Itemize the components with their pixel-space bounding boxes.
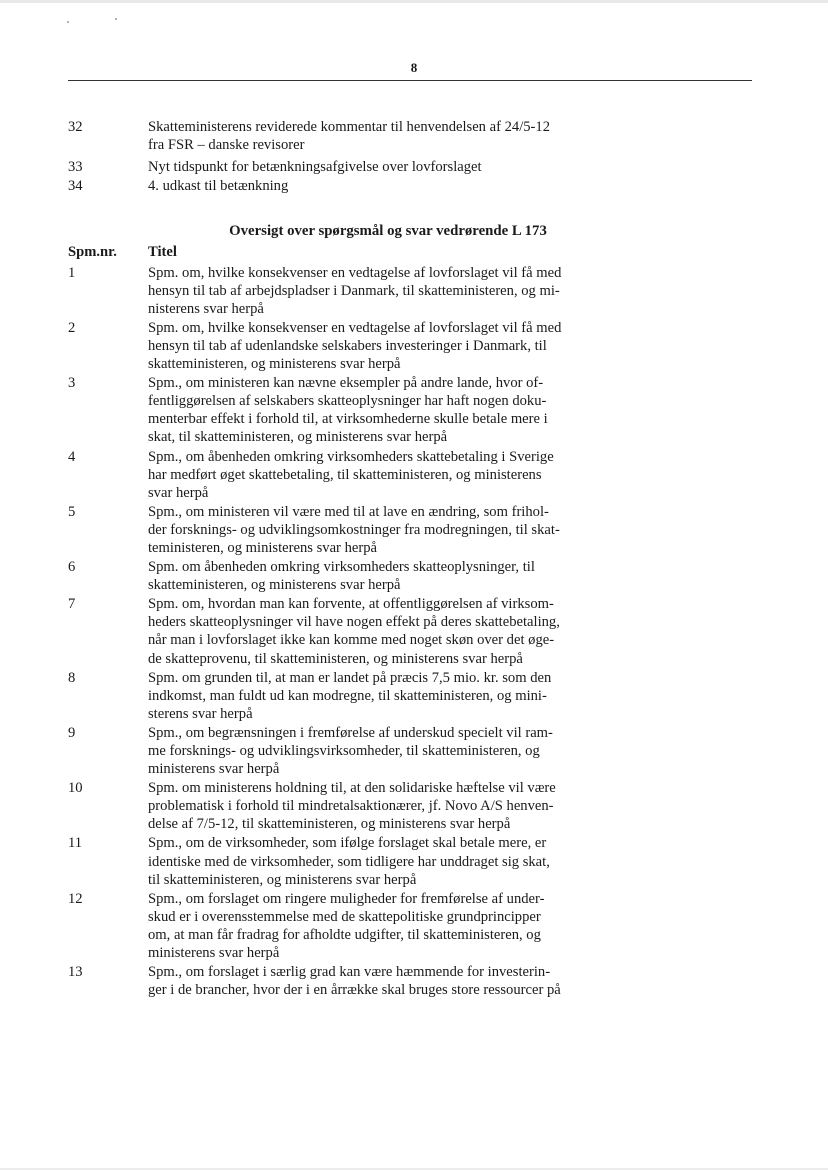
question-item — [68, 319, 628, 373]
question-item — [68, 595, 628, 667]
question-title: Spm., om de virksomheder, som ifølge forslaget skal betale mere, er identiske med de virksomheder, som tidligere har unddraget sig skat, til skatteministeren, og ministerens svar herpå — [148, 835, 550, 888]
question-number: 7 — [68, 596, 76, 613]
question-item — [68, 779, 628, 833]
question-number: 13 — [68, 964, 83, 981]
question-number: 10 — [68, 780, 83, 797]
attachment-number: 32 — [68, 119, 83, 135]
attachment-title: Nyt tidspunkt for betænkningsafgivelse over lovforslaget — [148, 159, 482, 176]
column-header-number: Spm.nr. — [68, 244, 117, 261]
question-item — [68, 890, 628, 962]
question-title: Spm. om, hvilke konsekvenser en vedtagelse af lovforslaget vil få med hensyn til tab af arbejdspladser i Danmark, til skatteministeren, og mi- nisterens svar herpå — [148, 264, 562, 317]
question-number: 4 — [68, 448, 76, 465]
question-item — [68, 669, 628, 723]
question-number: 5 — [68, 503, 76, 520]
question-title: Spm., om forslaget i særlig grad kan være hæmmende for investerin- ger i de brancher, hvor der i en årrække skal bruges store ressourcer på — [148, 964, 561, 999]
attachment-item — [68, 177, 628, 195]
question-title: Spm. om åbenheden omkring virksomheders skatteoplysninger, til skatteministeren, og ministerens svar herpå — [148, 559, 535, 594]
attachment-item — [68, 158, 628, 176]
question-item — [68, 558, 628, 594]
question-title: Spm. om, hvilke konsekvenser en vedtagelse af lovforslaget vil få med hensyn til tab af udenlandske selskabers investeringer i Danmark, til skatteministeren, og ministerens svar herpå — [148, 319, 562, 373]
scan-speck — [67, 21, 69, 23]
question-table-header — [68, 243, 628, 261]
attachment-list — [68, 118, 628, 195]
question-title: Spm. om ministerens holdning til, at den solidariske hæftelse vil være problematisk i forhold til mindretalsaktionærer, jf. Novo A/S henven- delse af 7/5-12, til skatteministeren, og ministerens svar herpå — [148, 780, 556, 833]
question-number: 8 — [68, 669, 76, 686]
question-item — [68, 264, 628, 318]
question-item — [68, 834, 628, 888]
attachment-number: 34 — [68, 178, 83, 195]
question-number: 11 — [68, 835, 83, 852]
question-number: 12 — [68, 890, 83, 907]
question-item — [68, 503, 628, 557]
attachment-title: 4. udkast til betænkning — [148, 178, 289, 195]
section-title: Oversigt over spørgsmål og svar vedrørende L 173 — [229, 223, 547, 240]
question-item — [68, 963, 628, 999]
question-number: 3 — [68, 375, 76, 392]
question-title: Spm., om begrænsningen i fremførelse af underskud specielt vil ram- me forsknings- og udviklingsvirksomheder, til skatteministeren, og ministerens svar herpå — [148, 724, 553, 778]
attachment-number: 33 — [68, 159, 83, 176]
question-number: 9 — [68, 724, 76, 741]
question-title: Spm. om, hvordan man kan forvente, at offentliggørelsen af virksom- heders skatteoplysninger vil have nogen effekt på deres skattebetaling, når man i lovforslaget ikke kan komme med noget skøn over det øge- de skatteprovenu, til skatteministeren, og ministerens svar herpå — [148, 596, 560, 667]
question-title: Spm., om forslaget om ringere muligheder for fremførelse af under- skud er i overensstemmelse med de skattepolitiske grundprincipper om, at man får fradrag for afholdte udgifter, til skatteministeren, og ministerens svar herpå — [148, 890, 545, 962]
question-title: Spm., om åbenheden omkring virksomheders skattebetaling i Sverige har medført øget skattebetaling, til skatteministeren, og ministerens svar herpå — [148, 448, 554, 501]
question-number: 6 — [68, 559, 76, 576]
document-body — [68, 118, 628, 1000]
question-title: Spm., om ministeren vil være med til at lave en ændring, som frihol- der forsknings- og udviklingsomkostninger fra modregningen, til skat- teministeren, og ministerens svar herpå — [148, 503, 560, 556]
scan-speck — [115, 18, 117, 20]
question-item — [68, 724, 628, 778]
question-item — [68, 374, 628, 446]
column-header-title: Titel — [148, 244, 177, 261]
question-number: 2 — [68, 319, 76, 336]
attachment-item — [68, 118, 628, 154]
question-list — [68, 264, 628, 1000]
question-number: 1 — [68, 264, 76, 281]
question-title: Spm., om ministeren kan nævne eksempler på andre lande, hvor of- fentliggørelsen af selskabers skatteoplysninger har haft nogen doku- menterbar effekt i forhold til, at virksomhederne skulle betale mere i skat, til skatteministeren, og ministerens svar herpå — [148, 375, 548, 446]
attachment-title: Skatteministerens reviderede kommentar til henvendelsen af 24/5-12 fra FSR – danske revisorer — [148, 119, 551, 154]
question-title: Spm. om grunden til, at man er landet på præcis 7,5 mio. kr. som den indkomst, man fuldt ud kan modregne, til skatteministeren, og mini- sterens svar herpå — [148, 669, 552, 722]
header-rule — [68, 80, 752, 81]
scan-top-edge — [0, 0, 828, 3]
question-item — [68, 448, 628, 502]
page-number: 8 — [410, 60, 418, 75]
